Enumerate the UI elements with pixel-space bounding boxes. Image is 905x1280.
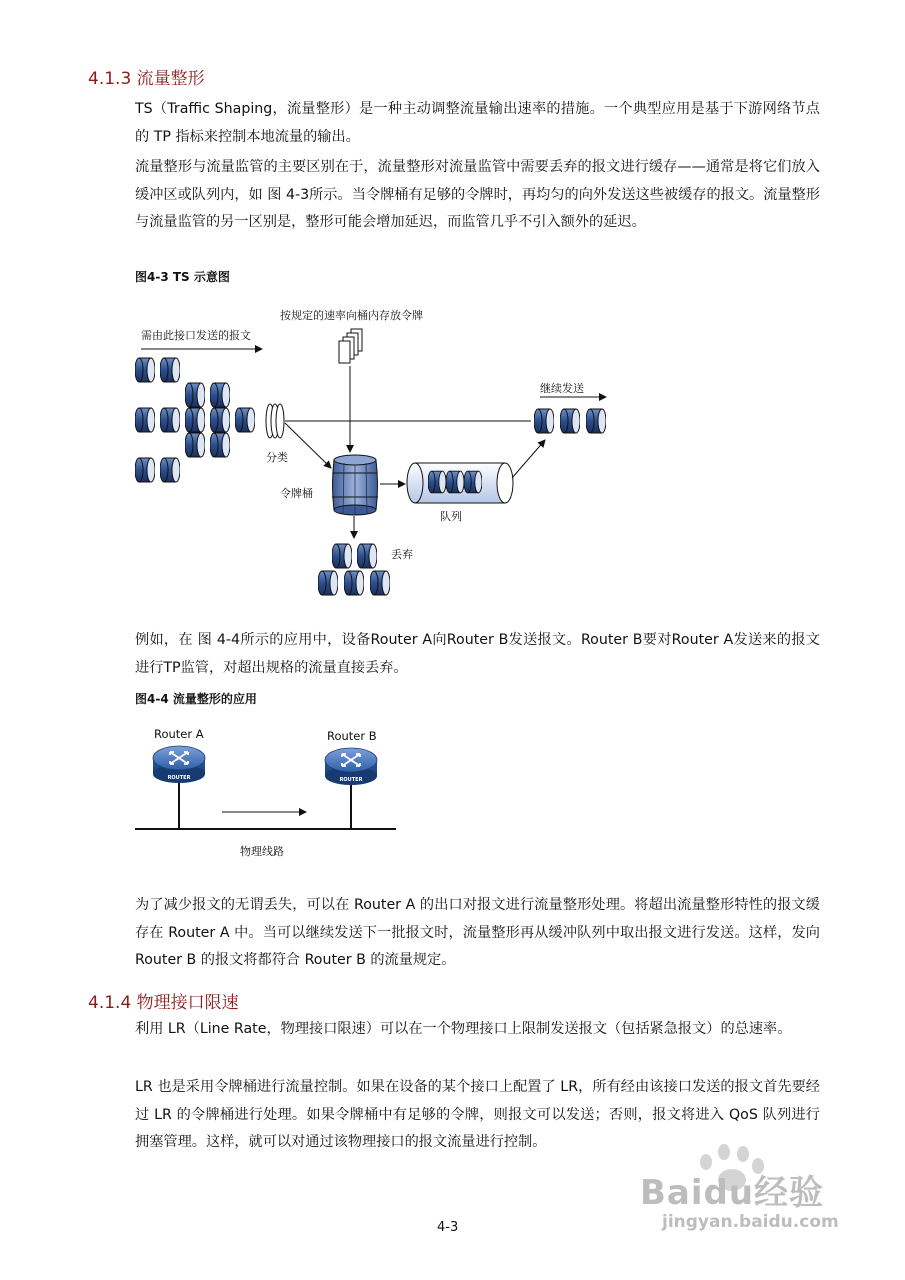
label-router-a: Router A: [154, 727, 204, 741]
label-token-bucket: 令牌桶: [280, 487, 313, 500]
paragraph-ts-difference: 流量整形与流量监管的主要区别在于，流量整形对流量监管中需要丢弃的报文进行缓存——通常是将它们放入缓冲区或队列内，如 图 4-3所示。当令牌桶有足够的令牌时，再均匀的向外发送这些被缓存的报文。流量整形与流量监管的另一区别是，整形可能会增加延迟，而监管几乎不引入额外的延迟。: [135, 159, 820, 230]
label-router-b: Router B: [327, 729, 377, 743]
router-a-badge: ROUTER: [167, 775, 191, 781]
label-queue: 队列: [440, 510, 462, 523]
figure-4-3-caption: 图4-3 TS 示意图: [135, 270, 230, 284]
paragraph-shaping-benefit: 为了减少报文的无谓丢失，可以在 Router A 的出口对报文进行流量整形处理。将超出流量整形特性的报文缓存在 Router A 中。当可以继续发送下一批报文时，流量整形再从缓冲队列中取出报文进行发送。这样，发向 Router B 的报文将都符合 Router B 的流量规定。: [135, 897, 820, 968]
page-number: 4-3: [437, 1220, 459, 1235]
paragraph-ts-intro: TS（Traffic Shaping，流量整形）是一种主动调整流量输出速率的措施。一个典型应用是基于下游网络节点的 TP 指标来控制本地流量的输出。: [135, 101, 820, 145]
paragraph-example: 例如，在 图 4-4所示的应用中，设备Router A向Router B发送报文。Router B要对Router A发送来的报文进行TP监管，对超出规格的流量直接丢弃。: [135, 632, 820, 676]
section-title-4-1-3: 4.1.3 流量整形: [88, 69, 205, 89]
router-b-badge: ROUTER: [339, 777, 363, 783]
paragraph-lr-detail: LR 也是采用令牌桶进行流量控制。如果在设备的某个接口上配置了 LR，所有经由该接口发送的报文首先要经过 LR 的令牌桶进行处理。如果令牌桶中有足够的令牌，则报文可以发送；否则，报文将进入 QoS 队列进行拥塞管理。这样，就可以对通过该物理接口的报文流量进行控制。: [135, 1079, 820, 1150]
label-drop: 丢弃: [391, 548, 413, 561]
section-title-4-1-4: 4.1.4 物理接口限速: [88, 993, 239, 1013]
watermark-brand: Baidu经验: [640, 1173, 825, 1213]
label-incoming-packets: 需由此接口发送的报文: [141, 329, 251, 342]
paragraph-lr-intro: 利用 LR（Line Rate，物理接口限速）可以在一个物理接口上限制发送报文（包括紧急报文）的总速率。: [135, 1021, 792, 1037]
label-classify: 分类: [266, 451, 288, 464]
figure-4-4-caption: 图4-4 流量整形的应用: [135, 692, 257, 706]
label-physical-line: 物理线路: [240, 845, 284, 858]
label-token-rate: 按规定的速率向桶内存放令牌: [280, 309, 423, 322]
watermark-url: jingyan.baidu.com: [662, 1212, 839, 1232]
label-continue-send: 继续发送: [540, 382, 584, 395]
